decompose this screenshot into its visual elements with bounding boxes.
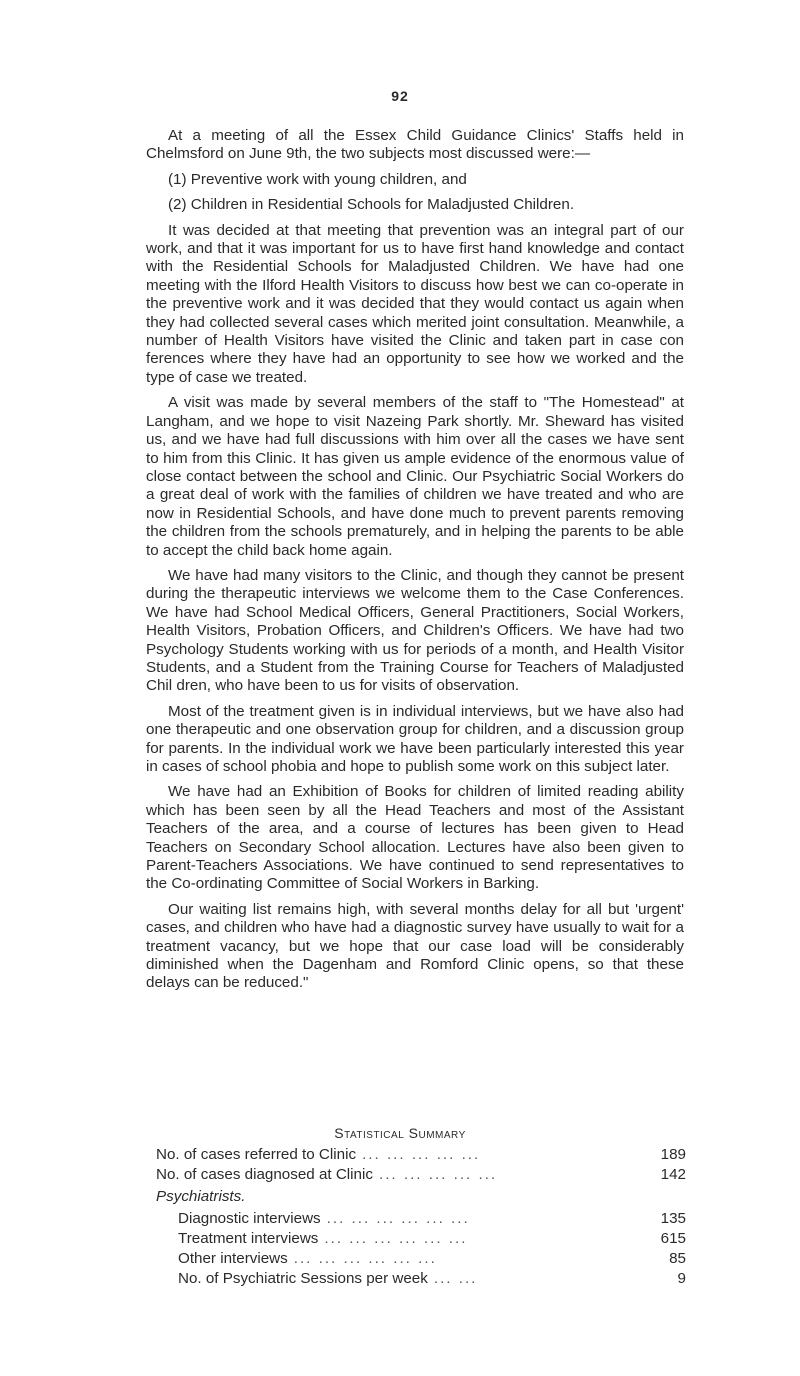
stat-row-other-interviews: [156, 1249, 686, 1269]
leader-dots: ... ... ... ... ...: [362, 1146, 481, 1163]
paragraph-visitors: We have had many visitors to the Clinic, and though they cannot be present during the therapeutic interviews we welcome them to the Case Conferences. We have had School Medical Officers, General Practitioners, Social Workers, Health Visitors, Probation Officers, and Children's Officers. We have had two Psychology Students working with us for periods of a month, and Health Visitor Students, and a Student from the Training Course for Teachers of Maladjusted Chil dren, who have been to us for visits of observation.: [146, 566, 684, 695]
leader-dots: ... ...: [433, 1270, 478, 1287]
stat-value: 189: [660, 1146, 686, 1163]
paragraph-exhibition: We have had an Exhibition of Books for children of limited reading ability which has been seen by all the Head Teachers and most of the Assistant Teachers of the area, and a course of lectures has been given to Head Teachers on Secondary School allocation. Lectures have also been given to Parent-Teachers Associations. We have continued to send representatives to the Co-ordinating Committee of Social Workers in Barking.: [146, 783, 684, 893]
statistical-summary: [156, 1145, 686, 1289]
stat-row-referred: [156, 1145, 686, 1165]
stat-value: 9: [677, 1270, 686, 1287]
psychiatrists-subheading: Psychiatrists.: [156, 1188, 246, 1205]
paragraph-prevention: It was decided at that meeting that prevention was an integral part of our work, and that it was important for us to have first hand knowledge and contact with the Residential Schools for Maladjusted Children. We have had one meeting with the Ilford Health Visitors to discuss how best we can co-operate in the preventive work and it was decided that they would contact us again when they had collected several cases which merited joint consultation. Meanwhile, a number of Health Visitors have visited the Clinic and taken part in case con ferences where they have had an opportunity to see how we worked and the type of case we treated.: [146, 221, 684, 386]
statistical-summary-heading: Statistical Summary: [334, 1125, 466, 1141]
stat-row-diagnostic-interviews: [156, 1209, 686, 1229]
stat-row-diagnosed: [156, 1165, 686, 1185]
paragraph-intro: At a meeting of all the Essex Child Guidance Clinics' Staffs held in Chelmsford on June 9th, the two subjects most discussed were:—: [146, 127, 684, 163]
page-number: 92: [391, 88, 409, 104]
paragraph-treatment: Most of the treatment given is in individual interviews, but we have also had one therapeutic and one observation group for children, and a discussion group for parents. In the individual work we have been particularly interested this year in cases of school phobia and hope to publish some work on this subject later.: [146, 702, 684, 775]
list-item-1: (1) Preventive work with young children, and: [168, 170, 467, 188]
stat-row-treatment-interviews: [156, 1229, 686, 1249]
stat-label: Diagnostic interviews: [178, 1210, 321, 1227]
stat-value: 85: [669, 1250, 686, 1267]
leader-dots: ... ... ... ... ... ...: [293, 1250, 437, 1267]
stat-label: Other interviews: [178, 1250, 288, 1267]
stat-label: No. of cases diagnosed at Clinic: [156, 1166, 373, 1183]
stat-row-sessions-per-week: [156, 1269, 686, 1289]
stat-value: 135: [660, 1210, 686, 1227]
list-item-2: (2) Children in Residential Schools for Maladjusted Children.: [168, 196, 575, 214]
stat-label: No. of cases referred to Clinic: [156, 1146, 357, 1163]
stat-value: 142: [660, 1166, 686, 1183]
paragraph-waiting-list: Our waiting list remains high, with several months delay for all but 'urgent' cases, and children who have had a diagnostic survey have usually to wait for a treatment vacancy, but we hope that our case load will be considerably diminished when the Dagenham and Romford Clinic opens, so that these delays can be reduced.": [146, 900, 684, 992]
leader-dots: ... ... ... ... ... ...: [324, 1230, 468, 1247]
paragraph-homestead-visit: A visit was made by several members of the staff to "The Homestead" at Langham, and we hope to visit Nazeing Park shortly. Mr. Sheward has visited us, and we have had full discussions with him over all the cases we have sent to him from this Clinic. It has given us ample evidence of the enormous value of close contact between the school and Clinic. Our Psychiatric Social Workers do a great deal of work with the families of children we have treated and who are now in Residential Schools, and have done much to prevent parents removing the children from the schools prematurely, and in helping the parents to be able to accept the child back home again.: [146, 394, 684, 559]
leader-dots: ... ... ... ... ... ...: [326, 1210, 470, 1227]
stat-label: No. of Psychiatric Sessions per week: [178, 1270, 428, 1287]
stat-label: Treatment interviews: [178, 1230, 319, 1247]
stat-value: 615: [660, 1230, 686, 1247]
body-text: [146, 127, 684, 1000]
leader-dots: ... ... ... ... ...: [378, 1166, 498, 1183]
